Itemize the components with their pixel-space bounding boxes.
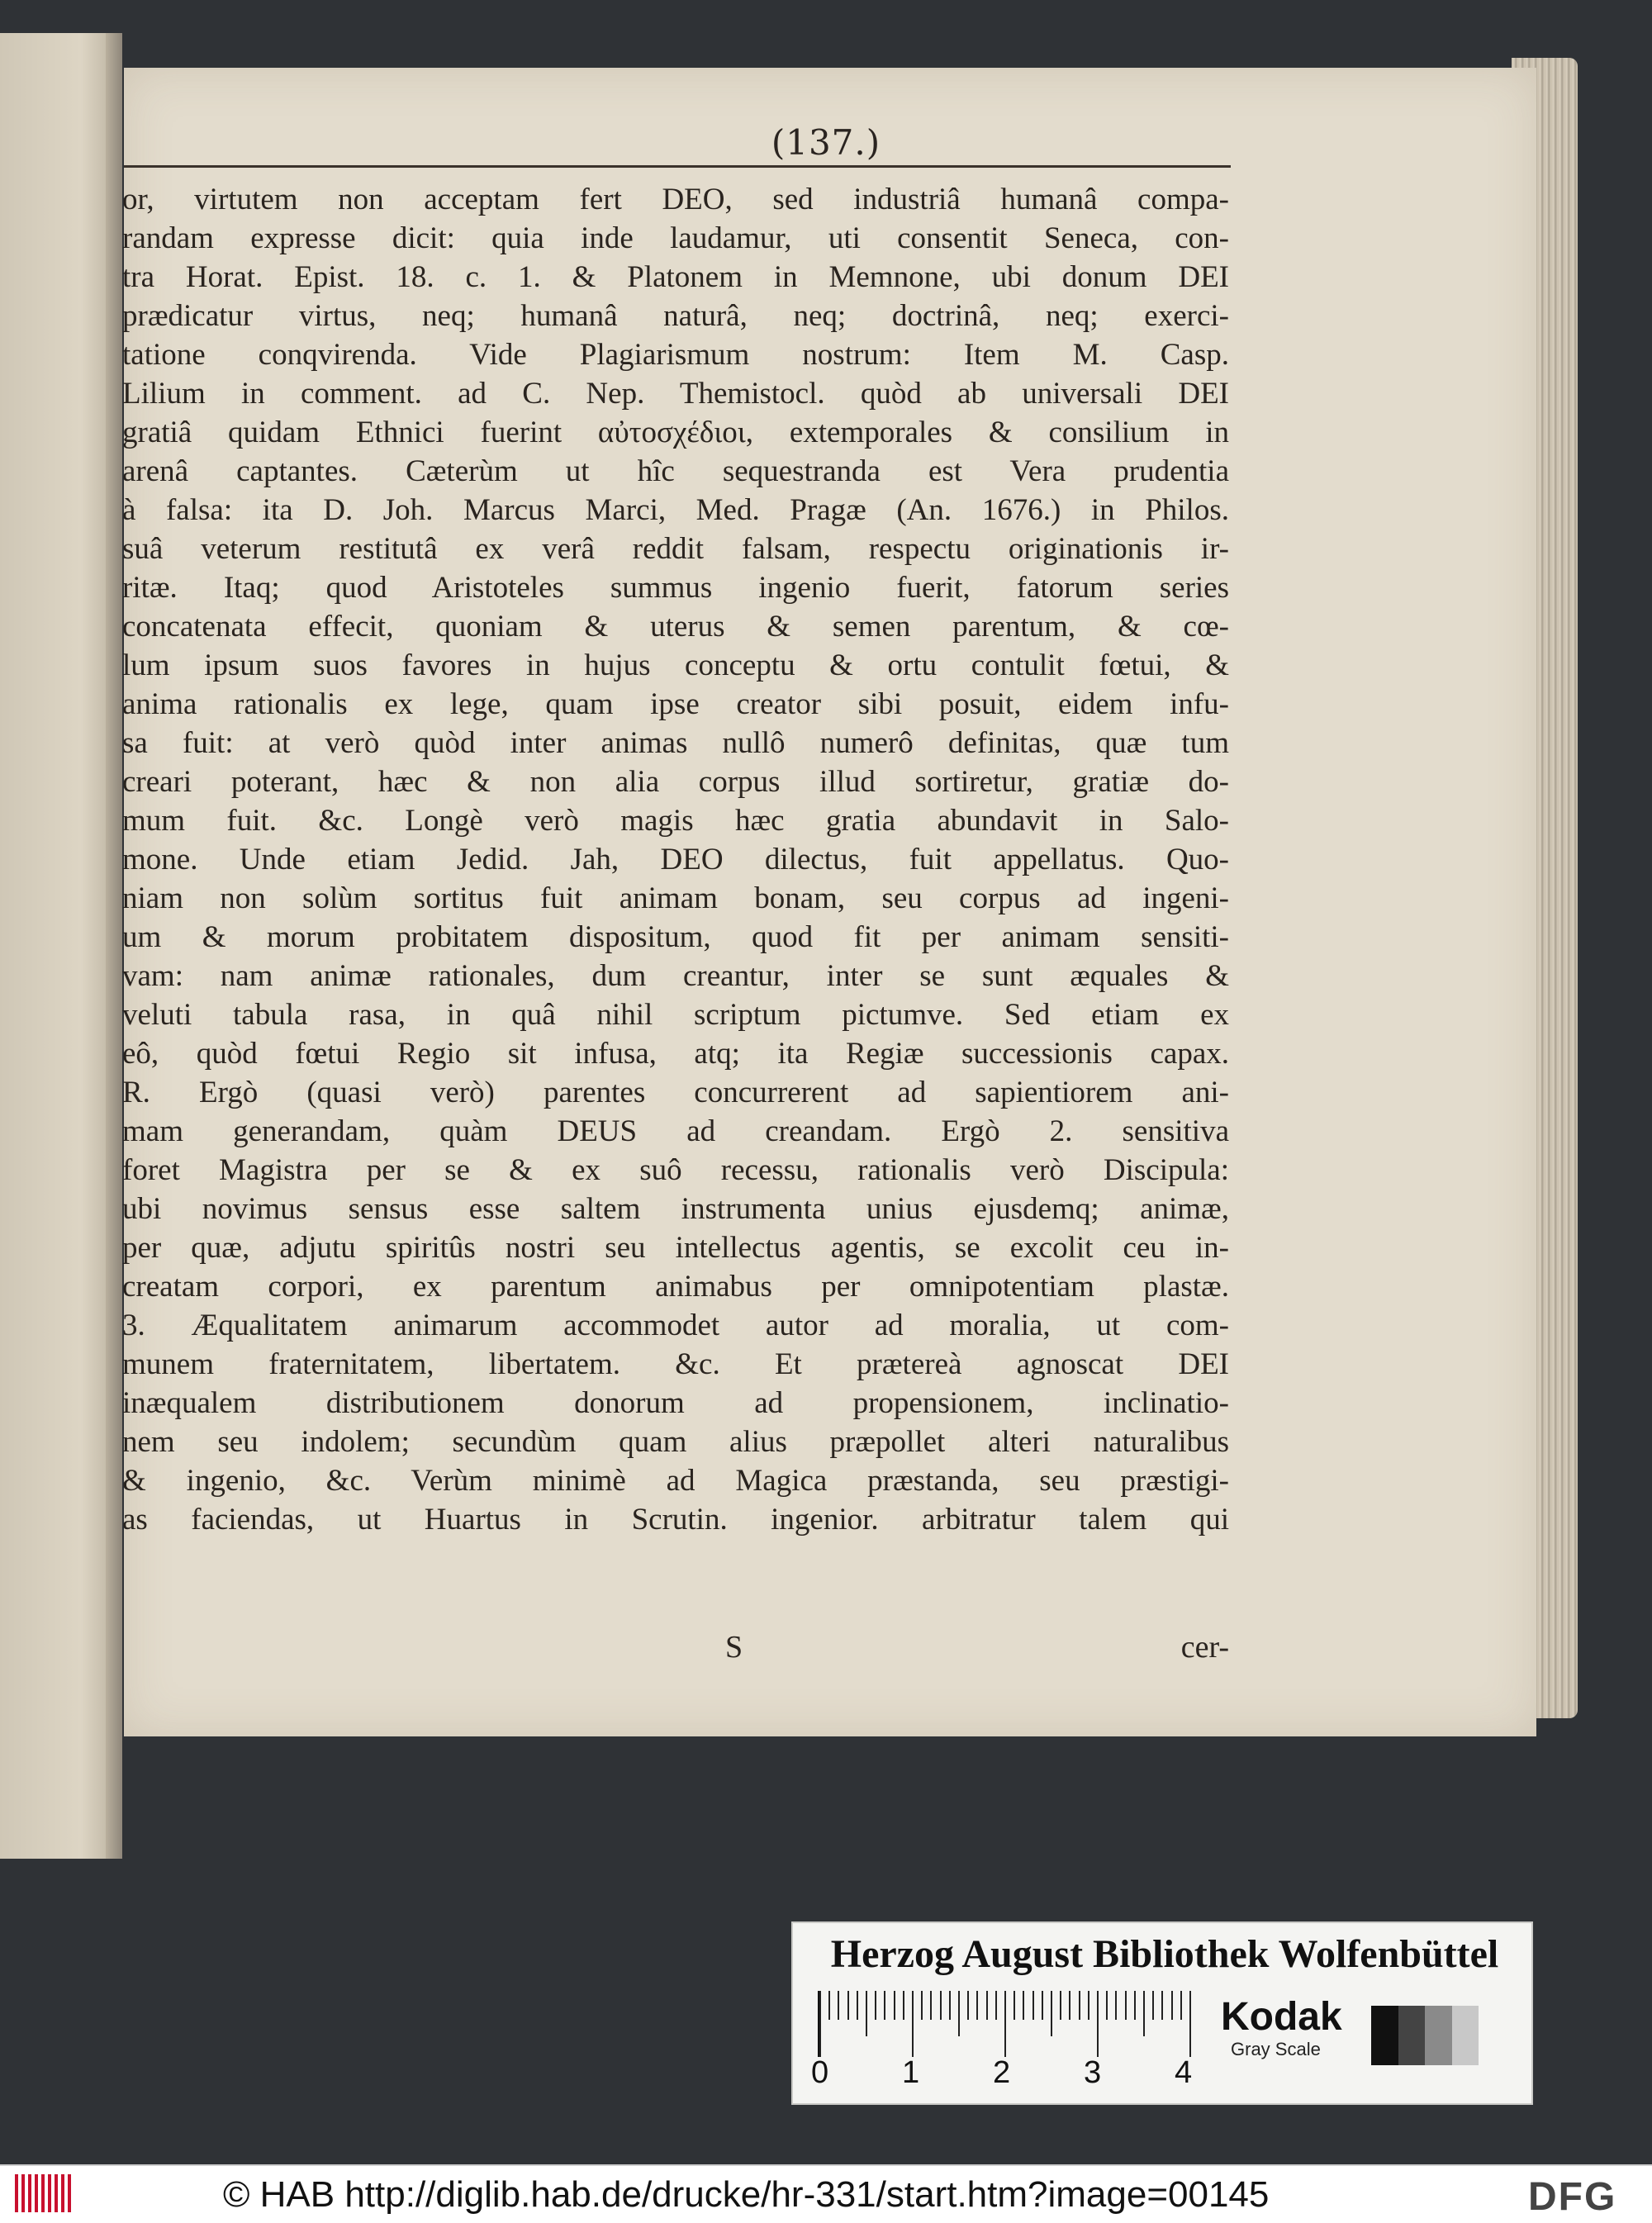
ruler-tick [1171,1991,1173,2020]
text-line: per quæ, adjutu spiritûs nostri seu intellectus agentis, se excolit ceu in- [122,1231,1229,1265]
text-line: veluti tabula rasa, in quâ nihil scriptum pictumve. Sed etiam ex [122,998,1229,1032]
ruler-tick [1042,1991,1043,2020]
text-line: eô, quòd fœtui Regio sit infusa, atq; ita Regiæ successionis capax. [122,1037,1229,1071]
ruler-tick [1134,1991,1136,2020]
running-head [0,122,1652,163]
ruler-tick [930,1991,932,2020]
ruler-tick [1106,1991,1108,2020]
ruler-number: 0 [811,2055,829,2090]
text-line: prædicatur virtus, neq; humanâ naturâ, neq; doctrinâ, neq; exerci- [122,299,1229,333]
text-line: as faciendas, ut Huartus in Scrutin. ingenior. arbitratur talem qui [122,1503,1229,1537]
text-line: vam: nam animæ rationales, dum creantur, inter se sunt æquales & [122,959,1229,993]
kodak-logo: Kodak [1221,1995,1342,2039]
ruler-number: 1 [902,2055,920,2090]
dfg-logo: DFG [1528,2175,1617,2219]
ruler-tick [847,1991,849,2020]
ruler-numbers [811,2055,1241,2097]
grayscale-label: Gray Scale [1231,2039,1321,2059]
ruler-number: 2 [993,2055,1011,2090]
ruler-tick [1189,1991,1191,2057]
ruler-number: 4 [1175,2055,1193,2090]
text-line: R. Ergò (quasi verò) parentes concurrerent ad sapientiorem ani- [122,1076,1229,1109]
text-line: foret Magistra per se & ex suô recessu, rationalis verò Discipula: [122,1153,1229,1187]
facing-page-edge [0,33,116,1859]
ruler-tick [1051,1991,1052,2036]
text-line: gratiâ quidam Ethnici fuerint αὐτοσχέδιοι, extemporales & consilium in [122,416,1229,449]
text-line: & ingenio, &c. Verùm minimè ad Magica præstanda, seu præstigi- [122,1464,1229,1498]
text-line: sa fuit: at verò quòd inter animas nullô numerô definitas, quæ tum [122,726,1229,760]
gray-swatch [1398,2006,1426,2065]
ruler-tick [1152,1991,1154,2020]
catchword: cer- [1180,1630,1229,1665]
ruler-tick [958,1991,960,2036]
ruler-tick [1014,1991,1015,2020]
text-line: inæqualem distributionem donorum ad propensionem, inclinatio- [122,1386,1229,1420]
text-line: or, virtutem non acceptam fert DEO, sed industriâ humanâ compa- [122,183,1229,216]
footer-bar [0,2164,1652,2223]
ruler-tick [875,1991,876,2020]
ruler-tick [967,1991,969,2020]
barcode-icon [15,2174,71,2212]
ruler-number: 3 [1084,2055,1102,2090]
text-line: creari poterant, hæc & non alia corpus illud sortiretur, gratiæ do- [122,765,1229,799]
text-line: lum ipsum suos favores in hujus conceptu & ortu contulit fœtui, & [122,648,1229,682]
text-line: ubi novimus sensus esse saltem instrumenta unius ejusdemq; animæ, [122,1192,1229,1226]
text-line: concatenata effecit, quoniam & uterus & semen parentum, & cœ- [122,610,1229,644]
signature-mark: S [725,1630,743,1665]
text-line: 3. Æqualitatem animarum accommodet autor ad moralia, ut com- [122,1309,1229,1342]
text-line: arenâ captantes. Cæterùm ut hîc sequestranda est Vera prudentia [122,454,1229,488]
ruler-tick [1143,1991,1145,2036]
ruler-tick [828,1991,830,2020]
ruler-tick [912,1991,914,2057]
measurement-ruler [818,1991,1208,2057]
ruler-tick [884,1991,885,2020]
ruler-tick [921,1991,923,2020]
color-scale-card [791,1921,1533,2105]
text-line: à falsa: ita D. Joh. Marcus Marci, Med. Pragæ (An. 1676.) in Philos. [122,493,1229,527]
text-line: mum fuit. &c. Longè verò magis hæc gratia abundavit in Salo- [122,804,1229,838]
gray-swatch [1452,2006,1479,2065]
ruler-tick [866,1991,867,2036]
ruler-tick [1023,1991,1024,2020]
ruler-tick [976,1991,978,2020]
ruler-tick [1125,1991,1127,2020]
gray-swatch [1371,2006,1398,2065]
text-line: creatam corpori, ex parentum animabus per omnipotentiam plastæ. [122,1270,1229,1304]
ruler-tick [1161,1991,1163,2020]
ruler-tick [986,1991,988,2020]
text-line: mam generandam, quàm DEUS ad creandam. Ergò 2. sensitiva [122,1114,1229,1148]
gray-swatches [1371,2006,1479,2065]
text-line: Lilium in comment. ad C. Nep. Themistocl. quòd ab universali DEI [122,377,1229,411]
text-line: niam non solùm sortitus fuit animam bonam, seu corpus ad ingeni- [122,881,1229,915]
ruler-tick [949,1991,951,2020]
ruler-tick [940,1991,942,2020]
text-line: munem fraternitatem, libertatem. &c. Et prætereà agnoscat DEI [122,1347,1229,1381]
ruler-tick [1079,1991,1080,2020]
ruler-tick [1097,1991,1099,2057]
text-line: nem seu indolem; secundùm quam alius præpollet alteri naturalibus [122,1425,1229,1459]
ruler-tick [1088,1991,1089,2020]
text-line: mone. Unde etiam Jedid. Jah, DEO dilectus, fuit appellatus. Quo- [122,843,1229,876]
ruler-tick [819,1991,821,2057]
ruler-tick [857,1991,858,2020]
ruler-tick [1032,1991,1034,2020]
ruler-tick [1004,1991,1006,2057]
ruler-tick [1115,1991,1117,2020]
head-rule [124,165,1231,168]
footer-credit[interactable]: © HAB http://diglib.hab.de/drucke/hr-331/start.htm?image=00145 [223,2174,1270,2215]
ruler-tick [995,1991,997,2020]
text-line: randam expresse dicit: quia inde laudamur, uti consentit Seneca, con- [122,221,1229,255]
ruler-tick [838,1991,839,2020]
text-line: tra Horat. Epist. 18. c. 1. & Platonem in Memnone, ubi donum DEI [122,260,1229,294]
text-line: um & morum probitatem dispositum, quod fit per animam sensiti- [122,920,1229,954]
text-line: tatione conqvirenda. Vide Plagiarismum nostrum: Item M. Casp. [122,338,1229,372]
signature-line [122,1629,1229,1670]
ruler-tick [903,1991,904,2020]
text-line: anima rationalis ex lege, quam ipse creator sibi posuit, eidem infu- [122,687,1229,721]
ruler-tick [1069,1991,1070,2020]
page-number: (137.) [771,122,881,163]
ruler-tick [894,1991,895,2020]
text-line: ritæ. Itaq; quod Aristoteles summus ingenio fuerit, fatorum series [122,571,1229,605]
gray-swatch [1425,2006,1452,2065]
library-name: Herzog August Bibliothek Wolfenbüttel [830,1932,1499,1976]
text-line: suâ veterum restitutâ ex verâ reddit falsam, respectu originationis ir- [122,532,1229,566]
ruler-tick [1180,1991,1182,2020]
ruler-tick [1060,1991,1061,2020]
book-gutter [106,33,122,1859]
body-text [122,180,1229,1539]
